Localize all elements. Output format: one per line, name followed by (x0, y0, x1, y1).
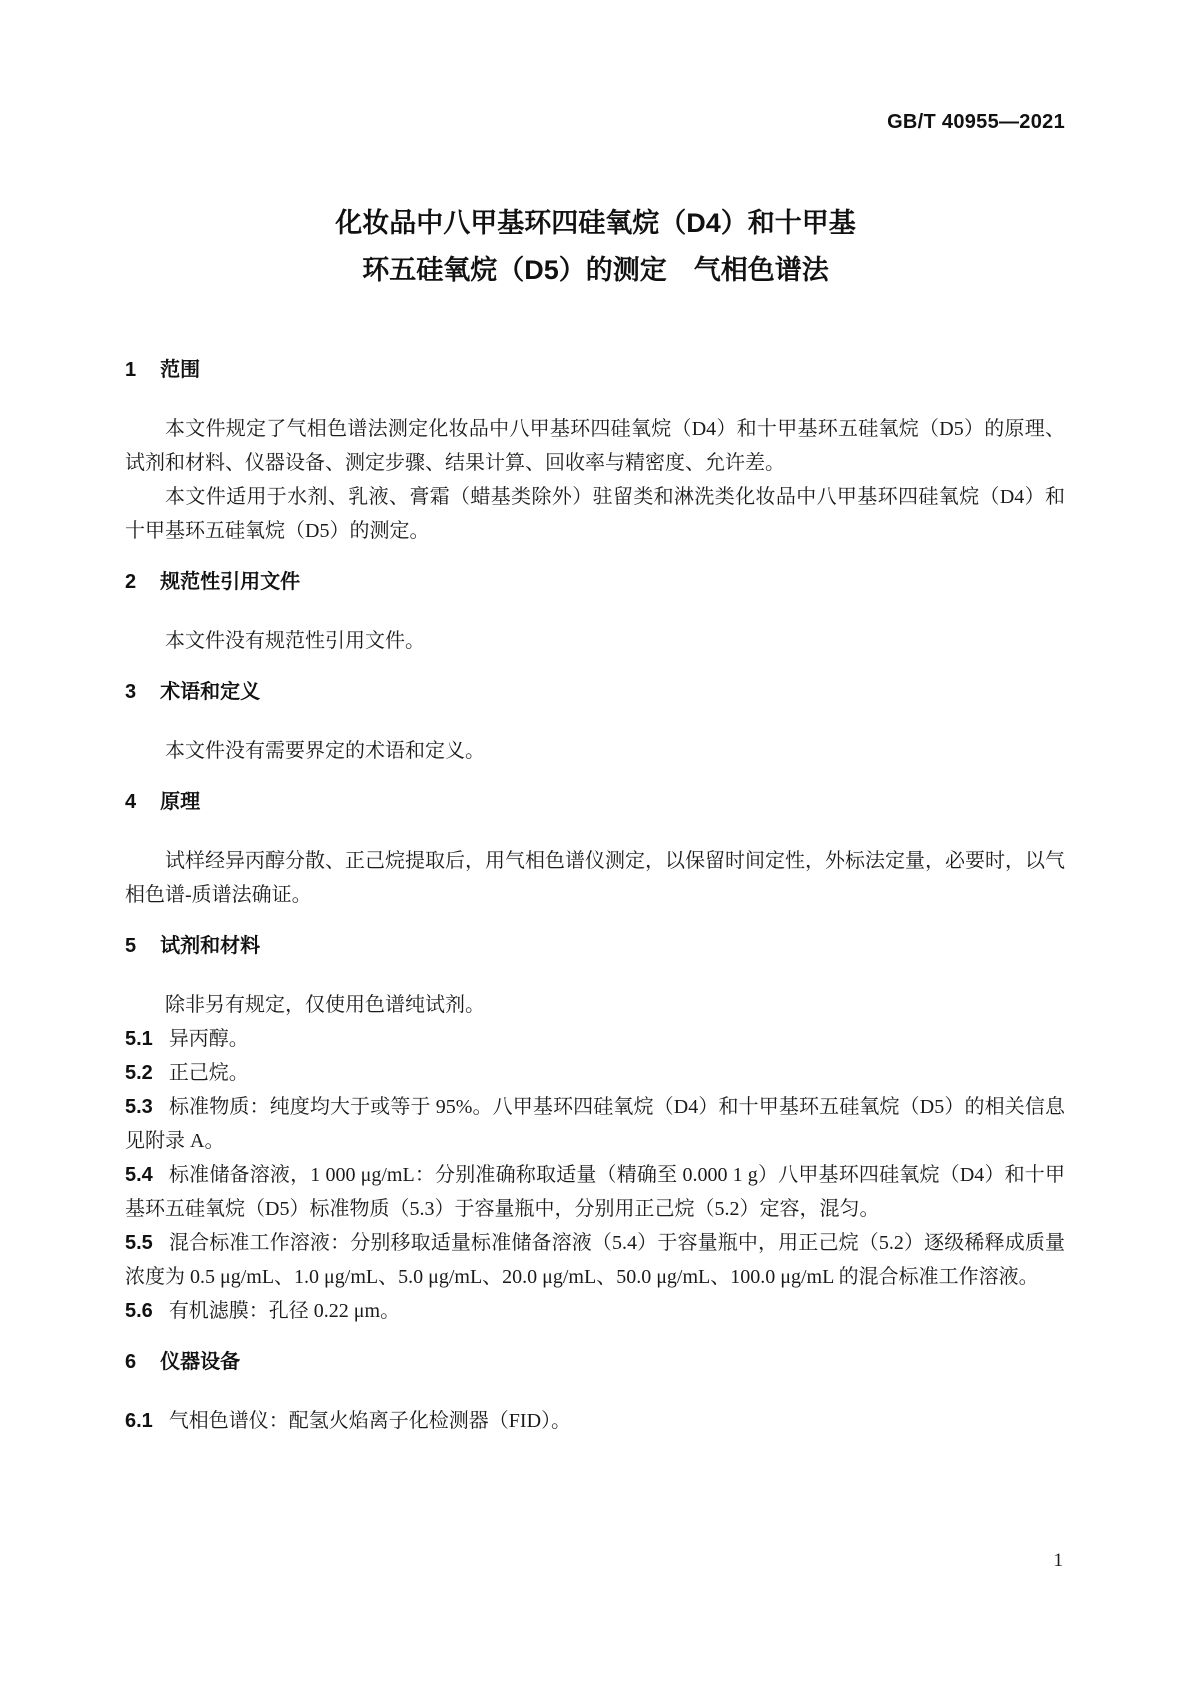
clause-6-1 (125, 1404, 1065, 1438)
clause-5-5 (125, 1226, 1065, 1294)
document-title (0, 0, 1191, 294)
clause-5-6 (125, 1294, 1065, 1328)
clause-6-1-number: 6.1 (125, 1410, 153, 1432)
section-1-title: 范围 (160, 359, 201, 381)
section-3-heading (125, 678, 1065, 706)
clause-5-4 (125, 1158, 1065, 1226)
clause-5-4-number: 5.4 (125, 1164, 153, 1186)
section-6-number: 6 (125, 1351, 137, 1373)
section-1-number: 1 (125, 359, 137, 381)
section-4-paragraph-1: 试样经异丙醇分散、正己烷提取后，用气相色谱仪测定，以保留时间定性，外标法定量，必要时，以气相色谱-质谱法确证。 (125, 850, 1065, 906)
section-6-title: 仪器设备 (160, 1351, 241, 1373)
section-5-reagents-materials (125, 932, 1065, 1328)
clause-5-6-number: 5.6 (125, 1300, 153, 1322)
section-5-heading (125, 932, 1065, 960)
section-3-paragraph-1: 本文件没有需要界定的术语和定义。 (165, 740, 485, 762)
section-6-instruments-equipment (125, 1348, 1065, 1438)
section-2-title: 规范性引用文件 (160, 571, 301, 593)
section-3-terms-definitions (125, 678, 1065, 768)
section-1-heading (125, 356, 1065, 384)
clause-5-2-text: 正己烷。 (168, 1062, 249, 1084)
section-1-paragraph-1: 本文件规定了气相色谱法测定化妆品中八甲基环四硅氧烷（D4）和十甲基环五硅氧烷（D5）的原理、试剂和材料、仪器设备、测定步骤、结果计算、回收率与精密度、允许差。 (125, 418, 1065, 474)
document-body (0, 356, 1191, 1438)
clause-5-3 (125, 1090, 1065, 1158)
standard-number: GB/T 40955—2021 (887, 111, 1065, 133)
section-4-principle (125, 788, 1065, 912)
clause-6-1-text: 气相色谱仪：配氢火焰离子化检测器（FID）。 (168, 1410, 572, 1432)
section-2-paragraph-1: 本文件没有规范性引用文件。 (165, 630, 425, 652)
section-3-number: 3 (125, 681, 137, 703)
section-1-scope (125, 356, 1065, 548)
section-2-heading (125, 568, 1065, 596)
section-4-number: 4 (125, 791, 137, 813)
section-5-title: 试剂和材料 (160, 935, 261, 957)
section-1-paragraph-2: 本文件适用于水剂、乳液、膏霜（蜡基类除外）驻留类和淋洗类化妆品中八甲基环四硅氧烷（D4）和十甲基环五硅氧烷（D5）的测定。 (125, 486, 1065, 542)
clause-5-1-number: 5.1 (125, 1028, 153, 1050)
document-title-line2: 环五硅氧烷（D5）的测定 气相色谱法 (362, 255, 829, 285)
section-5-number: 5 (125, 935, 137, 957)
clause-5-5-text: 混合标准工作溶液：分别移取适量标准储备溶液（5.4）于容量瓶中，用正己烷（5.2）逐级稀释成质量浓度为 0.5 μg/mL、1.0 μg/mL、5.0 μg/mL、20.0 μg/mL、50.0 μg/mL、100.0 μg/mL 的混合标准工作溶液。 (125, 1232, 1065, 1288)
clause-5-3-text: 标准物质：纯度均大于或等于 95%。八甲基环四硅氧烷（D4）和十甲基环五硅氧烷（D5）的相关信息见附录 A。 (125, 1096, 1065, 1152)
page-number: 1 (1053, 1550, 1063, 1571)
section-6-heading (125, 1348, 1065, 1376)
document-title-line1: 化妆品中八甲基环四硅氧烷（D4）和十甲基 (335, 208, 856, 238)
clause-5-3-number: 5.3 (125, 1096, 153, 1118)
section-2-normative-references (125, 568, 1065, 658)
clause-5-6-text: 有机滤膜：孔径 0.22 μm。 (168, 1300, 401, 1322)
clause-5-4-text: 标准储备溶液，1 000 μg/mL：分别准确称取适量（精确至 0.000 1 g）八甲基环四硅氧烷（D4）和十甲基环五硅氧烷（D5）标准物质（5.3）于容量瓶中，分别用正己烷（5.2）定容，混匀。 (125, 1164, 1065, 1220)
section-2-number: 2 (125, 571, 137, 593)
clause-5-2-number: 5.2 (125, 1062, 153, 1084)
clause-5-2 (125, 1056, 1065, 1090)
section-5-intro-paragraph: 除非另有规定，仅使用色谱纯试剂。 (165, 994, 485, 1016)
clause-5-1-text: 异丙醇。 (168, 1028, 249, 1050)
clause-5-1 (125, 1022, 1065, 1056)
clause-5-5-number: 5.5 (125, 1232, 153, 1254)
section-4-title: 原理 (160, 791, 201, 813)
section-4-heading (125, 788, 1065, 816)
section-3-title: 术语和定义 (160, 681, 261, 703)
